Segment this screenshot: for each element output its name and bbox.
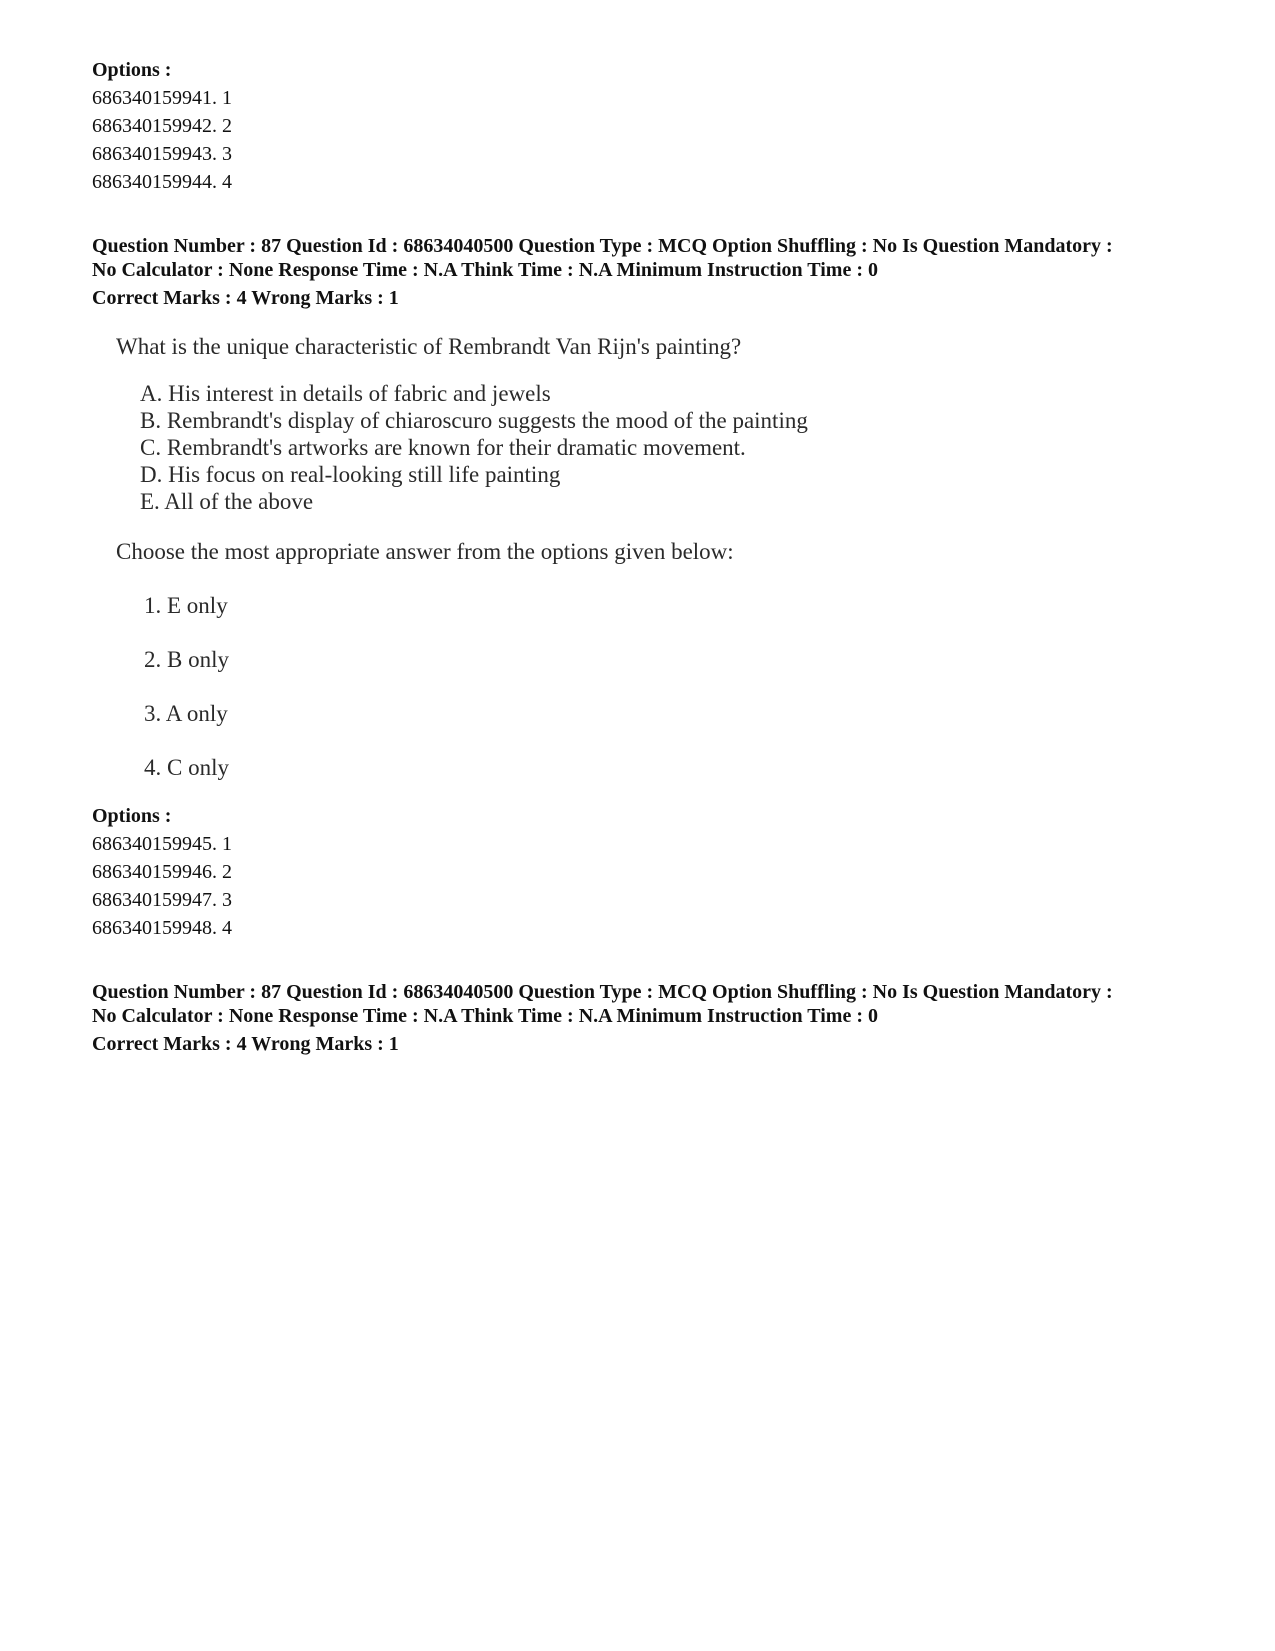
options-heading: Options : (92, 59, 172, 81)
question-marks: Correct Marks : 4 Wrong Marks : 1 (92, 287, 399, 309)
statement-item: A. His interest in details of fabric and jewels (140, 381, 551, 406)
answer-choice-list (144, 591, 876, 783)
question-meta-line: No Calculator : None Response Time : N.A Think Time : N.A Minimum Instruction Time : 0 (92, 1005, 878, 1027)
option-id-line: 686340159947. 3 (92, 889, 232, 911)
answer-choice: 2. B only (144, 647, 229, 672)
statement-item: C. Rembrandt's artworks are known for their dramatic movement. (140, 435, 746, 460)
question-instruction: Choose the most appropriate answer from the options given below: (116, 539, 734, 564)
answer-choice: 3. A only (144, 701, 228, 726)
option-id-line: 686340159944. 4 (92, 171, 232, 193)
option-id-line: 686340159945. 1 (92, 833, 232, 855)
question-body (116, 332, 876, 807)
option-id-line: 686340159942. 2 (92, 115, 232, 137)
answer-choice: 1. E only (144, 593, 228, 618)
question-meta-line: No Calculator : None Response Time : N.A Think Time : N.A Minimum Instruction Time : 0 (92, 259, 878, 281)
question-header (92, 980, 1202, 1056)
option-id-line: 686340159948. 4 (92, 917, 232, 939)
bottom-options-section (92, 802, 1202, 942)
statement-item: E. All of the above (140, 489, 314, 514)
statement-item: D. His focus on real-looking still life painting (140, 462, 561, 487)
options-heading: Options : (92, 805, 172, 827)
option-id-line: 686340159946. 2 (92, 861, 232, 883)
option-id-line: 686340159943. 3 (92, 143, 232, 165)
answer-choice: 4. C only (144, 755, 229, 780)
question-meta-line: Question Number : 87 Question Id : 68634040500 Question Type : MCQ Option Shuffling : No Is Question Mandatory : (92, 235, 1113, 257)
question-stem: What is the unique characteristic of Rembrandt Van Rijn's painting? (116, 334, 742, 359)
question-marks: Correct Marks : 4 Wrong Marks : 1 (92, 1033, 399, 1055)
statement-list (140, 380, 876, 515)
question-header (92, 234, 1202, 310)
option-id-line: 686340159941. 1 (92, 87, 232, 109)
top-options-section (92, 56, 1202, 196)
statement-item: B. Rembrandt's display of chiaroscuro suggests the mood of the painting (140, 408, 808, 433)
question-meta-line: Question Number : 87 Question Id : 68634040500 Question Type : MCQ Option Shuffling : No Is Question Mandatory : (92, 981, 1113, 1003)
